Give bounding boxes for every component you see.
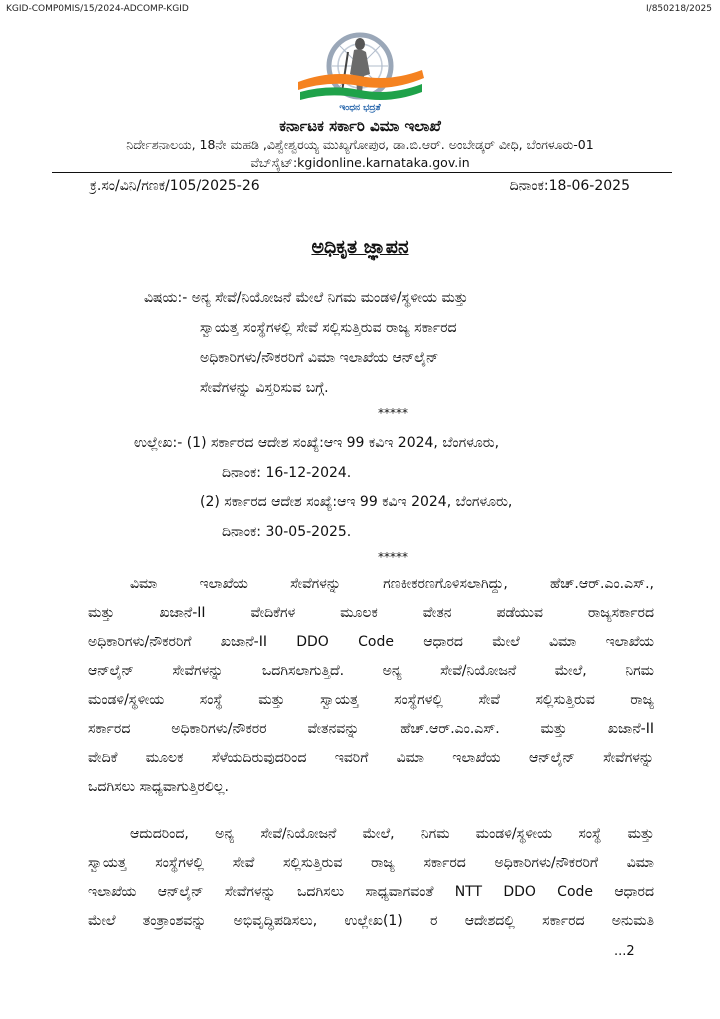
- subject-line: ಸೇವೆಗಳನ್ನು ವಿಸ್ತರಿಸುವ ಬಗ್ಗೆ.: [200, 380, 329, 396]
- paragraph-line: ಆನ್‌ಲೈನ್ ಸೇವೆಗಳನ್ನು ಒದಗಿಸಲಾಗುತ್ತಿದೆ. ಅನ್ಯ ಸೇವೆ/ನಿಯೋಜನೆ ಮೇಲೆ, ನಿಗಮ: [88, 663, 654, 679]
- paragraph-line: ಮಂಡಳಿ/ಸ್ಥಳೀಯ ಸಂಸ್ಥೆ ಮತ್ತು ಸ್ವಾಯತ್ತ ಸಂಸ್ಥೆಗಳಲ್ಲಿ ಸೇವೆ ಸಲ್ಲಿಸುತ್ತಿರುವ ರಾಜ್ಯ: [88, 692, 654, 708]
- paragraph-line: ಒದಗಿಸಲು ಸಾಧ್ಯವಾಗುತ್ತಿರಲಿಲ್ಲ.: [88, 779, 229, 795]
- reference-number: ಕ್ರ.ಸಂ/ವಿನಿ/ಗಣಕ/105/2025-26: [90, 178, 260, 194]
- reference-line: ದಿನಾಂಕ: 16-12-2024.: [222, 465, 352, 481]
- paragraph-line: ವೇದಿಕೆ ಮೂಲಕ ಸೆಳೆಯದಿರುವುದರಿಂದ ಇವರಿಗೆ ವಿಮಾ ಇಲಾಖೆಯ ಆನ್‌ಲೈನ್ ಸೇವೆಗಳನ್ನು: [88, 750, 654, 766]
- paragraph-line: ಮತ್ತು ಖಜಾನೆ-II ವೇದಿಕೆಗಳ ಮೂಲಕ ವೇತನ ಪಡೆಯುವ ರಾಜ್ಯಸರ್ಕಾರದ: [88, 605, 654, 621]
- reference-line: (2) ಸರ್ಕಾರದ ಆದೇಶ ಸಂಖ್ಯೆ:ಆಇ 99 ಕವಿಇ 2024, ಬೆಂಗಳೂರು,: [200, 494, 513, 510]
- paragraph-line: ಸ್ವಾಯತ್ತ ಸಂಸ್ಥೆಗಳಲ್ಲಿ ಸೇವೆ ಸಲ್ಲಿಸುತ್ತಿರುವ ರಾಜ್ಯ ಸರ್ಕಾರದ ಅಧಿಕಾರಿಗಳು/ನೌಕರರಿಗೆ ವಿಮಾ: [88, 855, 654, 871]
- paragraph-line: ವಿಮಾ ಇಲಾಖೆಯ ಸೇವೆಗಳನ್ನು ಗಣಕೀಕರಣಗೊಳಿಸಲಾಗಿದ್ದು, ಹೆಚ್.ಆರ್.ಎಂ.ಎಸ್.,: [130, 576, 654, 592]
- reference-line: ದಿನಾಂಕ: 30-05-2025.: [222, 524, 352, 540]
- document-inward-number: I/850218/2025: [646, 4, 712, 14]
- paragraph-line: ಸರ್ಕಾರದ ಅಧಿಕಾರಿಗಳು/ನೌಕರರ ವೇತನವನ್ನು ಹೆಚ್.ಆರ್.ಎಂ.ಎಸ್. ಮತ್ತು ಖಜಾನೆ-II: [88, 721, 654, 737]
- document-title: ಅಧಿಕೃತ ಜ್ಞಾಪನ: [311, 236, 409, 258]
- organization-address: ನಿರ್ದೇಶನಾಲಯ, 18ನೇ ಮಹಡಿ ,ವಿಶ್ವೇಶ್ವರಯ್ಯ ಮುಖ್ಯಗೋಪುರ, ಡಾ.ಬಿ.ಆರ್. ಅಂಬೇಡ್ಕರ್ ವೀಧಿ, ಬೆಂಗಳೂರು-01: [126, 137, 594, 152]
- paragraph-line: ಇಲಾಖೆಯ ಆನ್‌ಲೈನ್ ಸೇವೆಗಳನ್ನು ಒದಗಿಸಲು ಸಾಧ್ಯವಾಗವಂತೆ NTT DDO Code ಆಧಾರದ: [88, 884, 654, 900]
- subject-line: ಅಧಿಕಾರಿಗಳು/ನೌಕರರಿಗೆ ವಿಮಾ ಇಲಾಖೆಯ ಆನ್‌ಲೈನ್: [200, 350, 439, 366]
- organization-website: ವೆಬ್‌ಸೈಟ್:kgidonline.karnataka.gov.in: [250, 155, 470, 170]
- page-continuation-marker: ...2: [614, 944, 635, 959]
- paragraph-line: ಅಧಿಕಾರಿಗಳು/ನೌಕರರಿಗೆ ಖಜಾನೆ-II DDO Code ಆಧಾರದ ಮೇಲೆ ವಿಮಾ ಇಲಾಖೆಯ: [88, 634, 654, 650]
- organization-title: ಕರ್ನಾಟಕ ಸರ್ಕಾರಿ ವಿಮಾ ಇಲಾಖೆ: [279, 117, 441, 135]
- subject-line: ವಿಷಯ:- ಅನ್ಯ ಸೇವೆ/ನಿಯೋಜನೆ ಮೇಲೆ ನಿಗಮ ಮಂಡಳಿ/ಸ್ಥಳೀಯ ಮತ್ತು: [144, 290, 468, 306]
- emblem-caption: ಇಂಧನ ಭದ್ರತೆ: [339, 103, 381, 113]
- subject-line: ಸ್ವಾಯತ್ತ ಸಂಸ್ಥೆಗಳಲ್ಲಿ ಸೇವೆ ಸಲ್ಲಿಸುತ್ತಿರುವ ರಾಜ್ಯ ಸರ್ಕಾರದ: [200, 320, 457, 336]
- section-separator: *****: [378, 406, 408, 420]
- issue-date: ದಿನಾಂಕ:18-06-2025: [509, 178, 630, 194]
- paragraph-line: ಮೇಲೆ ತಂತ್ರಾಂಶವನ್ನು ಅಭಿವೃದ್ಧಿಪಡಿಸಲು, ಉಲ್ಲೇಖ(1) ರ ಆದೇಶದಲ್ಲಿ ಸರ್ಕಾರದ ಅನುಮತಿ: [88, 913, 654, 929]
- section-separator: *****: [378, 550, 408, 564]
- paragraph-line: ಆದುದರಿಂದ, ಅನ್ಯ ಸೇವೆ/ನಿಯೋಜನೆ ಮೇಲೆ, ನಿಗಮ ಮಂಡಳಿ/ಸ್ಥಳೀಯ ಸಂಸ್ಥೆ ಮತ್ತು: [130, 826, 654, 842]
- document-ref-id: KGID-COMP0MIS/15/2024-ADCOMP-KGID: [6, 4, 189, 14]
- header-divider: [52, 172, 672, 173]
- reference-line: ಉಲ್ಲೇಖ:- (1) ಸರ್ಕಾರದ ಆದೇಶ ಸಂಖ್ಯೆ:ಆಇ 99 ಕವಿಇ 2024, ಬೆಂಗಳೂರು,: [134, 435, 500, 451]
